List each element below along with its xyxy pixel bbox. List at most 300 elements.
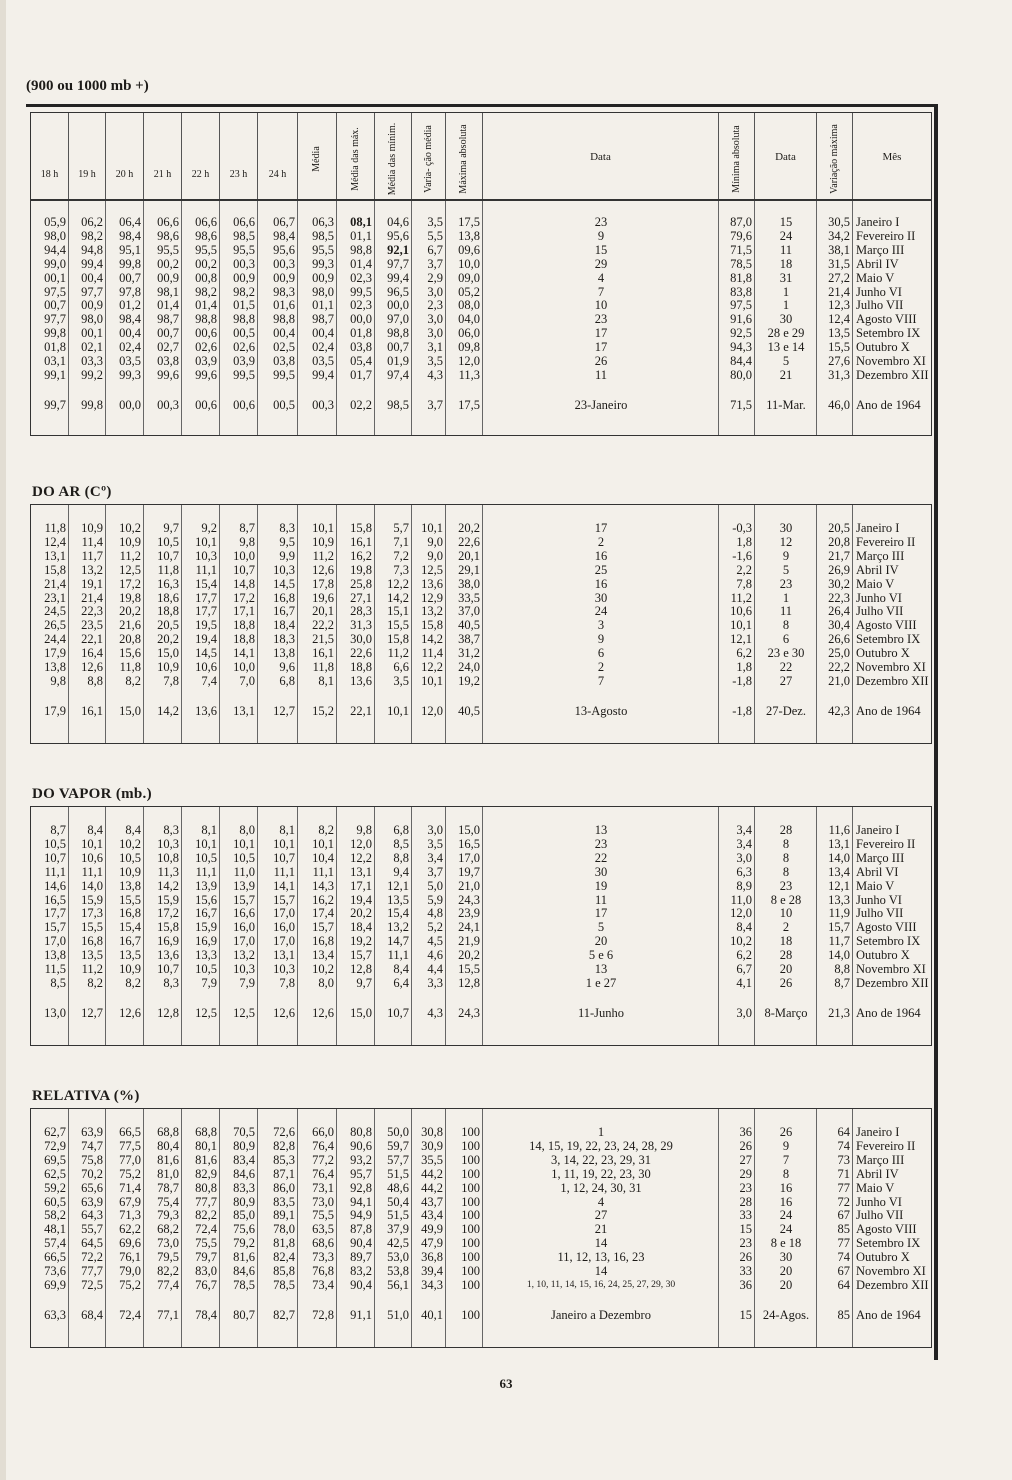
table-cell: 37,9 bbox=[387, 1222, 409, 1237]
table-cell: 100 bbox=[461, 1180, 480, 1195]
table-cell: 28 bbox=[779, 948, 793, 963]
table-cell: 03,8 bbox=[273, 354, 295, 368]
table-cell: 03,5 bbox=[119, 354, 141, 368]
table-cell: 13,5 bbox=[119, 948, 141, 963]
table-cell: 71,5 bbox=[730, 397, 752, 412]
table-cell: 49,9 bbox=[421, 1222, 443, 1237]
table-cell: 00,3 bbox=[312, 397, 334, 412]
table-cell: 13,2 bbox=[387, 920, 409, 935]
table-cell: 27 bbox=[739, 1152, 752, 1167]
table-cell: 00,3 bbox=[157, 397, 179, 412]
table-cell: 3,7 bbox=[427, 397, 443, 412]
table-cell: 19,6 bbox=[312, 590, 334, 605]
column-header bbox=[817, 113, 853, 199]
table-cell: 24,0 bbox=[458, 660, 480, 674]
table-cell: 15,8 bbox=[157, 920, 179, 935]
table-cell: 30,2 bbox=[828, 576, 850, 591]
table-cell: 26,5 bbox=[44, 618, 66, 633]
table-cell: 2,2 bbox=[736, 562, 752, 577]
table-cell: 80,7 bbox=[233, 1307, 255, 1322]
month-cell: Maio V bbox=[856, 878, 895, 893]
table-row bbox=[31, 591, 931, 605]
table-cell: 06,6 bbox=[233, 215, 255, 229]
column-header bbox=[182, 113, 220, 199]
month-cell: Ano de 1964 bbox=[856, 1307, 921, 1322]
month-cell: Abril IV bbox=[856, 256, 899, 271]
table-cell: 10,3 bbox=[195, 548, 217, 563]
month-cell: Novembro XI bbox=[856, 1264, 926, 1278]
table-cell: 70,2 bbox=[81, 1166, 103, 1181]
table-cell: 10,0 bbox=[458, 256, 480, 271]
table-cell: 83,2 bbox=[350, 1264, 372, 1278]
table-cell: 30 bbox=[779, 521, 793, 535]
table-cell: 12,0 bbox=[458, 354, 480, 368]
table-cell: 17 bbox=[594, 340, 608, 355]
table-cell: 23 bbox=[739, 1236, 752, 1251]
table-cell: 91,6 bbox=[730, 312, 752, 327]
table-cell: 03,1 bbox=[44, 354, 66, 368]
table-cell: 100 bbox=[461, 1264, 480, 1278]
table-cell: 09,8 bbox=[458, 340, 480, 355]
table-cell: 65,6 bbox=[81, 1180, 103, 1195]
table-cell: 17,2 bbox=[157, 906, 179, 921]
table-cell: 00,4 bbox=[273, 326, 295, 341]
table-row bbox=[31, 1125, 931, 1139]
table-cell: 98,7 bbox=[157, 312, 179, 327]
table-cell: 84,6 bbox=[233, 1166, 255, 1181]
table-cell: 72,6 bbox=[273, 1125, 295, 1139]
table-cell: 98,6 bbox=[157, 228, 179, 243]
table-cell: 15,4 bbox=[387, 906, 409, 921]
table-cell: 19,8 bbox=[350, 562, 372, 577]
table-cell: 9,7 bbox=[163, 521, 179, 535]
table-cell: 12,0 bbox=[730, 906, 752, 921]
table-cell: 10,9 bbox=[119, 864, 141, 879]
table-cell: 9,4 bbox=[393, 864, 409, 879]
table-cell: 73,0 bbox=[157, 1236, 179, 1251]
table-cell: 27-Dez. bbox=[766, 703, 806, 718]
table-cell: 20,5 bbox=[157, 618, 179, 633]
table-cell: 11,1 bbox=[44, 864, 66, 879]
column-header-label: Máxima absoluta bbox=[458, 124, 469, 194]
table-cell: 11,3 bbox=[157, 864, 179, 879]
table-row bbox=[31, 549, 931, 563]
table-cell: 77,0 bbox=[119, 1152, 141, 1167]
table-cell: 63,9 bbox=[81, 1125, 103, 1139]
table-cell: 10,2 bbox=[312, 962, 334, 976]
table-cell: 11,9 bbox=[828, 906, 850, 921]
table-row bbox=[31, 368, 931, 382]
table-cell: 22,1 bbox=[350, 703, 372, 718]
table-cell: 33 bbox=[739, 1208, 752, 1223]
table-cell: 03,8 bbox=[350, 340, 372, 355]
section-block-air bbox=[30, 504, 932, 744]
table-cell: 12,4 bbox=[828, 312, 850, 327]
table-cell: 8,7 bbox=[239, 521, 255, 535]
table-cell: 78,5 bbox=[273, 1277, 295, 1292]
table-cell: 14,5 bbox=[195, 646, 217, 661]
table-cell: 12,4 bbox=[44, 534, 66, 549]
table-row bbox=[31, 948, 931, 962]
table-cell: 10,1 bbox=[233, 836, 255, 851]
table-cell: 10,1 bbox=[195, 534, 217, 549]
table-cell: 14,1 bbox=[233, 646, 255, 661]
table-cell: 81,6 bbox=[157, 1152, 179, 1167]
table-cell: 68,8 bbox=[157, 1125, 179, 1139]
table-cell: 00,7 bbox=[44, 298, 66, 313]
month-cell: Agosto VIII bbox=[856, 618, 917, 633]
table-row bbox=[31, 837, 931, 851]
table-cell: 26 bbox=[739, 1138, 752, 1153]
table-cell: 98,8 bbox=[195, 312, 217, 327]
table-cell: 19,8 bbox=[119, 590, 141, 605]
table-cell: 26,6 bbox=[828, 632, 850, 647]
table-cell: 15,5 bbox=[828, 340, 850, 355]
table-cell: 15,0 bbox=[157, 646, 179, 661]
column-header-label: 20 h bbox=[115, 169, 134, 180]
table-cell: 3,0 bbox=[427, 284, 443, 299]
table-cell: 43,4 bbox=[421, 1208, 443, 1223]
table-cell: 11,4 bbox=[81, 534, 103, 549]
table-cell: 00,5 bbox=[233, 326, 255, 341]
table-cell: 35,5 bbox=[421, 1152, 443, 1167]
table-cell: 1,8 bbox=[736, 660, 752, 674]
table-cell: 1, 11, 19, 22, 23, 30 bbox=[551, 1166, 651, 1181]
table-cell: 56,1 bbox=[387, 1277, 409, 1292]
column-header bbox=[412, 113, 446, 199]
table-cell: 97,4 bbox=[387, 367, 409, 382]
month-cell: Fevereiro II bbox=[856, 534, 916, 549]
table-cell: 51,5 bbox=[387, 1166, 409, 1181]
table-cell: 10,9 bbox=[119, 962, 141, 976]
table-cell: 64 bbox=[837, 1277, 850, 1292]
table-cell: 8 bbox=[782, 1166, 790, 1181]
table-cell: 12,2 bbox=[387, 576, 409, 591]
table-cell: 21,7 bbox=[828, 548, 850, 563]
table-cell: 50,4 bbox=[387, 1194, 409, 1209]
table-cell: 20,2 bbox=[119, 604, 141, 619]
table-cell: 18,8 bbox=[233, 618, 255, 633]
table-cell: 98,2 bbox=[195, 284, 217, 299]
table-cell: 4,5 bbox=[427, 934, 443, 949]
table-cell: 10,0 bbox=[233, 548, 255, 563]
table-cell: 10,2 bbox=[730, 934, 752, 949]
table-cell: 82,9 bbox=[195, 1166, 217, 1181]
table-cell: 15,5 bbox=[387, 618, 409, 633]
month-cell: Julho VII bbox=[856, 906, 904, 921]
table-cell: 34,2 bbox=[828, 228, 850, 243]
table-row bbox=[31, 1250, 931, 1264]
table-row bbox=[31, 1278, 931, 1292]
table-row bbox=[31, 920, 931, 934]
table-cell: 13 bbox=[594, 823, 608, 837]
table-cell: 27,2 bbox=[828, 270, 850, 285]
table-cell: 15 bbox=[739, 1222, 752, 1237]
table-cell: 00,9 bbox=[233, 270, 255, 285]
table-row bbox=[31, 243, 931, 257]
table-cell: 6,2 bbox=[736, 646, 752, 661]
table-cell: 20,8 bbox=[828, 534, 850, 549]
table-cell: 72,2 bbox=[81, 1250, 103, 1265]
table-cell: 28,3 bbox=[350, 604, 372, 619]
table-cell: 15,7 bbox=[44, 920, 66, 935]
table-cell: 23 e 30 bbox=[767, 646, 805, 661]
table-cell: 14,2 bbox=[421, 632, 443, 647]
table-cell: 7,4 bbox=[201, 673, 217, 688]
table-cell: 6,8 bbox=[279, 673, 295, 688]
month-cell: Novembro XI bbox=[856, 660, 926, 674]
table-cell: 100 bbox=[461, 1138, 480, 1153]
table-cell: 16,7 bbox=[119, 934, 141, 949]
table-cell: 7 bbox=[782, 1152, 790, 1167]
table-cell: 01,7 bbox=[350, 367, 372, 382]
table-cell: 5,2 bbox=[427, 920, 443, 935]
table-cell: 23 bbox=[594, 215, 608, 229]
column-header bbox=[483, 113, 719, 199]
table-cell: 6,4 bbox=[393, 975, 409, 990]
table-cell: 10,1 bbox=[195, 836, 217, 851]
table-cell: 6 bbox=[597, 646, 605, 661]
table-cell: 66,0 bbox=[312, 1125, 334, 1139]
table-cell: 13,9 bbox=[233, 878, 255, 893]
table-cell: 58,2 bbox=[44, 1208, 66, 1223]
table-cell: 10,1 bbox=[421, 521, 443, 535]
table-cell: 11,2 bbox=[730, 590, 752, 605]
table-cell: 13,1 bbox=[44, 548, 66, 563]
table-cell: 12,0 bbox=[350, 836, 372, 851]
table-cell: 94,9 bbox=[350, 1208, 372, 1223]
table-cell: 11,0 bbox=[730, 892, 752, 907]
table-cell: 22 bbox=[594, 850, 608, 865]
table-cell: 8,8 bbox=[393, 850, 409, 865]
table-cell: 5,7 bbox=[393, 521, 409, 535]
table-cell: 13,2 bbox=[81, 562, 103, 577]
table-cell: 78,5 bbox=[730, 256, 752, 271]
table-row bbox=[31, 604, 931, 618]
table-cell: 10,7 bbox=[273, 850, 295, 865]
table-row bbox=[31, 893, 931, 907]
table-cell: 22,2 bbox=[828, 660, 850, 674]
month-cell: Outubro X bbox=[856, 1250, 910, 1265]
table-cell: 99,4 bbox=[387, 270, 409, 285]
column-header-label: Média das mínim. bbox=[387, 122, 398, 196]
table-cell: 11,5 bbox=[44, 962, 66, 976]
table-cell: 14,8 bbox=[233, 576, 255, 591]
table-cell: 66,5 bbox=[119, 1125, 141, 1139]
table-cell: 21,4 bbox=[828, 284, 850, 299]
table-cell: 75,8 bbox=[81, 1152, 103, 1167]
table-cell: 77 bbox=[837, 1236, 850, 1251]
table-cell: 6,7 bbox=[736, 962, 752, 976]
table-cell: 15,8 bbox=[387, 632, 409, 647]
table-cell: 94,3 bbox=[730, 340, 752, 355]
table-cell: 62,2 bbox=[119, 1222, 141, 1237]
table-cell: 15 bbox=[779, 215, 793, 229]
table-cell: 21,0 bbox=[828, 673, 850, 688]
table-cell: 10,7 bbox=[157, 962, 179, 976]
month-cell: Julho VII bbox=[856, 604, 904, 619]
month-cell: Novembro XI bbox=[856, 354, 926, 368]
table-cell: 64 bbox=[837, 1125, 850, 1139]
table-cell: 90,4 bbox=[350, 1277, 372, 1292]
table-cell: 14,2 bbox=[157, 878, 179, 893]
table-cell: 14,0 bbox=[81, 878, 103, 893]
table-cell: 5,9 bbox=[427, 892, 443, 907]
table-cell: 3,0 bbox=[427, 823, 443, 837]
table-cell: 38,1 bbox=[828, 242, 850, 257]
table-cell: 71 bbox=[837, 1166, 850, 1181]
table-cell: 11,8 bbox=[119, 660, 141, 674]
month-cell: Fevereiro II bbox=[856, 1138, 916, 1153]
table-cell: 18,8 bbox=[350, 660, 372, 674]
table-cell: 97,5 bbox=[44, 284, 66, 299]
table-cell: 30,4 bbox=[828, 618, 850, 633]
table-cell: 00,7 bbox=[119, 270, 141, 285]
table-cell: 98,2 bbox=[233, 284, 255, 299]
table-cell: 7,2 bbox=[393, 548, 409, 563]
table-cell: 10,5 bbox=[44, 836, 66, 851]
table-cell: 80,1 bbox=[195, 1138, 217, 1153]
table-cell: 27 bbox=[594, 1208, 608, 1223]
table-cell: 74,7 bbox=[81, 1138, 103, 1153]
table-cell: 10,9 bbox=[157, 660, 179, 674]
table-cell: 13,9 bbox=[195, 878, 217, 893]
table-cell: 13,6 bbox=[421, 576, 443, 591]
table-cell: 12,2 bbox=[350, 850, 372, 865]
table-cell: 8,4 bbox=[87, 823, 103, 837]
table-cell: 31,3 bbox=[350, 618, 372, 633]
table-cell: 99,6 bbox=[157, 367, 179, 382]
table-row bbox=[31, 326, 931, 340]
table-cell: 11, 12, 13, 16, 23 bbox=[557, 1250, 645, 1265]
month-cell: Janeiro I bbox=[856, 1125, 900, 1139]
table-cell: 98,8 bbox=[350, 242, 372, 257]
table-cell: 12,6 bbox=[119, 1005, 141, 1020]
table-cell: 75,2 bbox=[119, 1277, 141, 1292]
table-cell: 9,9 bbox=[279, 548, 295, 563]
table-cell: 38,0 bbox=[458, 576, 480, 591]
table-cell: 82,7 bbox=[273, 1307, 295, 1322]
table-cell: 04,0 bbox=[458, 312, 480, 327]
table-cell: 79,3 bbox=[157, 1208, 179, 1223]
table-cell: 7,8 bbox=[736, 576, 752, 591]
table-cell: 16,2 bbox=[350, 548, 372, 563]
table-cell: 9 bbox=[597, 228, 605, 243]
table-cell: 13 e 14 bbox=[767, 340, 805, 355]
table-cell: 95,1 bbox=[119, 242, 141, 257]
table-cell: 3,4 bbox=[427, 850, 443, 865]
table-cell: 24,3 bbox=[458, 1005, 480, 1020]
table-cell: 9,0 bbox=[427, 534, 443, 549]
table-cell: 84,4 bbox=[730, 354, 752, 368]
table-cell: 3,5 bbox=[427, 836, 443, 851]
table-cell: 78,4 bbox=[195, 1307, 217, 1322]
column-header bbox=[755, 113, 817, 199]
table-cell: 23,1 bbox=[44, 590, 66, 605]
table-cell: 97,7 bbox=[44, 312, 66, 327]
table-cell: 11,2 bbox=[119, 548, 141, 563]
table-cell: 15,7 bbox=[828, 920, 850, 935]
table-cell: 7,9 bbox=[201, 975, 217, 990]
table-cell: 13,5 bbox=[387, 892, 409, 907]
table-cell: 50,0 bbox=[387, 1125, 409, 1139]
table-cell: 7,3 bbox=[393, 562, 409, 577]
table-cell: 82,2 bbox=[195, 1208, 217, 1223]
table-cell: 18,3 bbox=[273, 632, 295, 647]
table-cell: 8,2 bbox=[125, 975, 141, 990]
table-cell: 06,4 bbox=[119, 215, 141, 229]
table-cell: 68,4 bbox=[81, 1307, 103, 1322]
table-cell: 9,0 bbox=[427, 548, 443, 563]
table-row bbox=[31, 879, 931, 893]
column-header-label: Média das máx. bbox=[349, 127, 361, 191]
table-cell: 1, 10, 11, 14, 15, 16, 24, 25, 27, 29, 30 bbox=[526, 1278, 676, 1290]
table-cell: 95,5 bbox=[233, 242, 255, 257]
table-cell: 82,8 bbox=[273, 1138, 295, 1153]
month-cell: Junho VI bbox=[856, 1194, 902, 1209]
table-cell: 13,1 bbox=[828, 836, 850, 851]
table-cell: 3,3 bbox=[427, 975, 443, 990]
table-cell: 00,9 bbox=[312, 270, 334, 285]
table-cell: 20,2 bbox=[350, 906, 372, 921]
table-cell: 06,6 bbox=[195, 215, 217, 229]
table-cell: 100 bbox=[461, 1277, 480, 1292]
table-cell: 15 bbox=[594, 242, 608, 257]
table-cell: 80,0 bbox=[730, 367, 752, 382]
table-cell: 36 bbox=[739, 1277, 752, 1292]
column-header-label: 23 h bbox=[229, 169, 248, 180]
table-cell: 12,5 bbox=[233, 1005, 255, 1020]
table-cell: 15,5 bbox=[119, 892, 141, 907]
table-cell: 94,1 bbox=[350, 1194, 372, 1209]
table-cell: 10,7 bbox=[157, 548, 179, 563]
table-row bbox=[31, 1181, 931, 1195]
table-cell: 7,0 bbox=[239, 673, 255, 688]
table-cell: 11-Mar. bbox=[766, 397, 806, 412]
table-cell: 64,5 bbox=[81, 1236, 103, 1251]
table-row bbox=[31, 632, 931, 646]
table-cell: 10,6 bbox=[195, 660, 217, 674]
table-cell: 02,6 bbox=[233, 340, 255, 355]
table-cell: 17,0 bbox=[273, 934, 295, 949]
table-row bbox=[31, 1195, 931, 1209]
table-cell: 09,0 bbox=[458, 270, 480, 285]
table-cell: 18 bbox=[779, 934, 793, 949]
table-cell: 98,7 bbox=[312, 312, 334, 327]
table-cell: 95,5 bbox=[312, 242, 334, 257]
table-cell: 33,5 bbox=[458, 590, 480, 605]
column-header-label: 22 h bbox=[191, 169, 210, 180]
table-cell: 4,8 bbox=[427, 906, 443, 921]
table-cell: 17,4 bbox=[312, 906, 334, 921]
table-row bbox=[31, 646, 931, 660]
column-header-label: Média bbox=[311, 146, 322, 172]
table-cell: 30 bbox=[779, 1250, 793, 1265]
table-cell: 16,5 bbox=[44, 892, 66, 907]
table-cell: 24 bbox=[779, 1222, 793, 1237]
section-title-relative: RELATIVA (%) bbox=[32, 1088, 140, 1104]
table-cell: 13,8 bbox=[44, 948, 66, 963]
table-cell: 24,5 bbox=[44, 604, 66, 619]
table-cell: 10,1 bbox=[312, 836, 334, 851]
table-cell: 19,7 bbox=[458, 864, 480, 879]
table-cell: 21 bbox=[594, 1222, 608, 1237]
table-cell: 28 bbox=[739, 1194, 752, 1209]
table-cell: 69,6 bbox=[119, 1236, 141, 1251]
table-cell: 81,6 bbox=[233, 1250, 255, 1265]
column-header bbox=[853, 113, 931, 199]
table-cell: 47,9 bbox=[421, 1236, 443, 1251]
